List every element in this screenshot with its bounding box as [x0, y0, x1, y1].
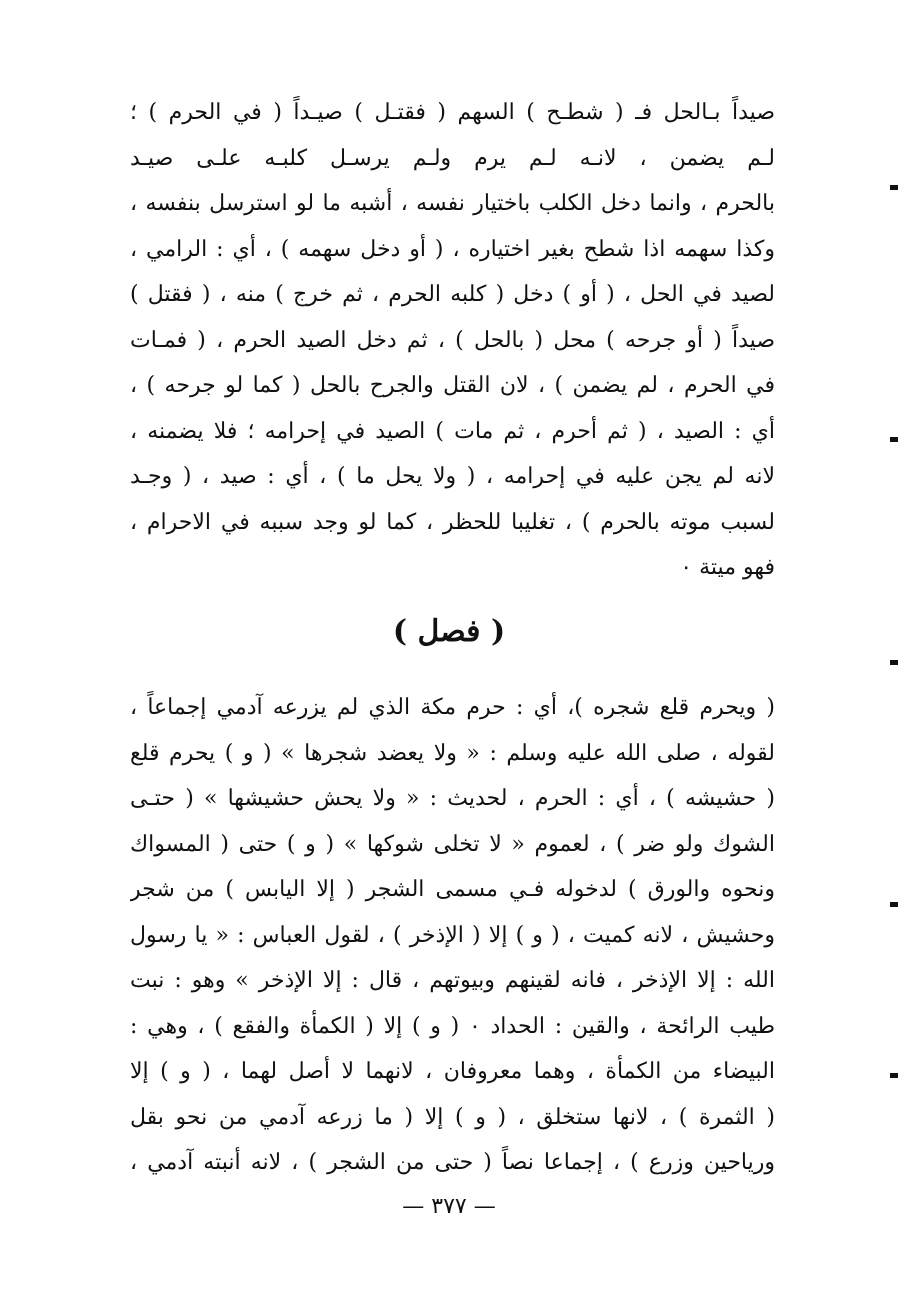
text-line: فهو ميتة ٠	[680, 555, 775, 580]
margin-tick-mark	[890, 437, 898, 442]
text-line: ورياحين وزرع ) ، إجماعا نصاً ( حتى من الشجر ) ، لانه أنبته آدمي ،	[130, 1150, 775, 1175]
text-line: ( الثمرة ) ، لانها ستخلق ، ( و ) إلا ( ما زرعه آدمي من نحو بقل	[130, 1104, 775, 1130]
text-line: بالحرم ، وانما دخل الكلب باختيار نفسه ، أشبه ما لو استرسل بنفسه ،	[130, 191, 775, 216]
page-number: — ٣٧٧ —	[402, 1194, 496, 1219]
text-line: أي : الصيد ، ( ثم أحرم ، ثم مات ) الصيد في إحرامه ؛ فلا يضمنه ،	[130, 418, 775, 444]
text-line: الشوك ولو ضر ) ، لعموم « لا تخلى شوكها » ( و ) حتى ( المسواك	[130, 831, 775, 857]
text-line: البيضاء من الكمأة ، وهما معروفان ، لانهما لا أصل لهما ، ( و ) إلا	[130, 1059, 775, 1084]
text-line: وكذا سهمه اذا شطح بغير اختياره ، ( أو دخل سهمه ) ، أي : الرامي ،	[130, 236, 775, 262]
text-line: ونحوه والورق ) لدخوله فـي مسمى الشجر ( إلا اليابس ) من شجر	[130, 877, 775, 902]
text-line: الله : إلا الإذخر ، فانه لقينهم وبيوتهم ، قال : إلا الإذخر » وهو : نبت	[130, 968, 775, 993]
margin-tick-mark	[890, 1073, 898, 1078]
text-line: لقوله ، صلى الله عليه وسلم : « ولا يعضد شجرها » ( و ) يحرم قلع	[130, 740, 775, 766]
text-line: في الحرم ، لم يضمن ) ، لان القتل والجرح بالحل ( كما لو جرحه ) ،	[130, 373, 775, 398]
text-line: طيب الرائحة ، والقين : الحداد ٠ ( و ) إلا ( الكمأة والفقع ) ، وهي :	[130, 1013, 775, 1039]
section-heading: ( فصل )	[392, 614, 506, 649]
text-line: لانه لم يجن عليه في إحرامه ، ( ولا يحل ما ) ، أي : صيد ، ( وجـد	[130, 464, 775, 489]
text-line: لـم يضمن ، لانـه لـم يرم ولـم يرسـل كلبـه علـى صيـد	[130, 145, 775, 171]
text-line: صيداً ( أو جرحه ) محل ( بالحل ) ، ثم دخل الصيد الحرم ، ( فمـات	[130, 327, 775, 353]
text-line: صيداً بـالحل فـ ( شطـح ) السهم ( فقتـل ) صيـداً ( في الحرم ) ؛	[130, 100, 775, 125]
margin-tick-mark	[890, 902, 898, 907]
text-line: ( حشيشه ) ، أي : الحرم ، لحديث : « ولا يحش حشيشها » ( حتـى	[130, 786, 775, 811]
paragraph-haram-plants	[130, 685, 775, 1186]
text-line: ( ويحرم قلع شجره )، أي : حرم مكة الذي لم يزرعه آدمي إجماعاً ،	[130, 695, 775, 720]
text-line: لصيد في الحل ، ( أو ) دخل ( كلبه الحرم ، ثم خرج ) منه ، ( فقتل )	[130, 282, 775, 307]
text-line: وحشيش ، لانه كميت ، ( و ) إلا ( الإذخر ) ، لقول العباس : « يا رسول	[130, 922, 775, 948]
margin-tick-mark	[890, 185, 898, 190]
margin-tick-mark	[890, 660, 898, 665]
paragraph-hunting-in-haram	[130, 90, 775, 591]
text-line: لسبب موته بالحرم ) ، تغليبا للحظر ، كما لو وجد سببه في الاحرام ،	[130, 509, 775, 535]
